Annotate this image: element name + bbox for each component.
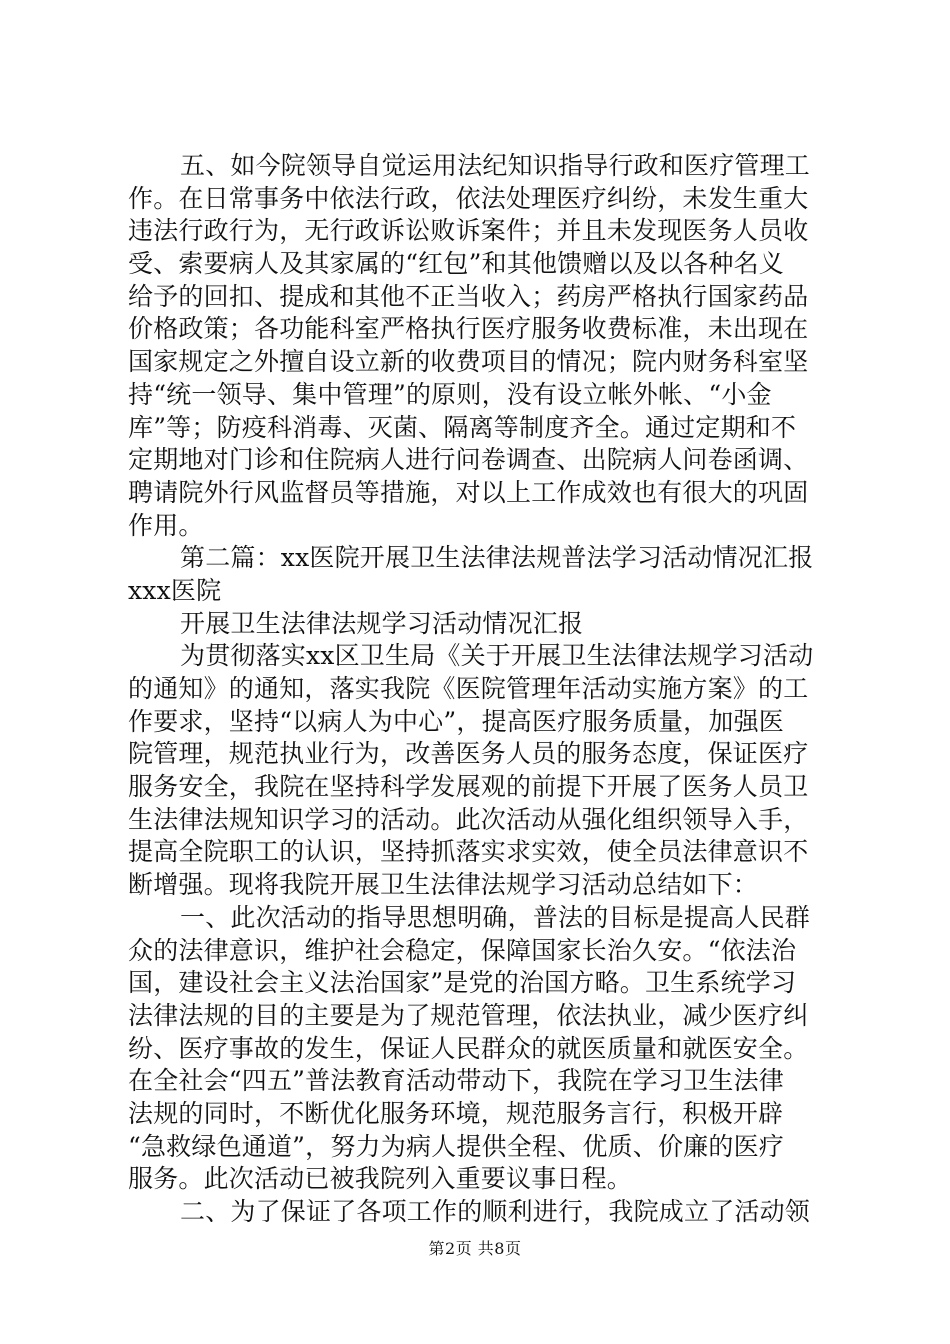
paragraph-line: 断增强。现将我院开展卫生法律法规学习活动总结如下： (128, 870, 759, 900)
paragraph-line: 受、索要病人及其家属的“红包”和其他馈赠以及以各种名义 (128, 249, 784, 279)
paragraph-line: 一、此次活动的指导思想明确，普法的目标是提高人民群 (180, 902, 811, 932)
paragraph-line: 违法行政行为，无行政诉讼败诉案件；并且未发现医务人员收 (128, 216, 809, 246)
paragraph-line: 作。在日常事务中依法行政，依法处理医疗纠纷，未发生重大 (128, 183, 809, 213)
paragraph-line: 给予的回扣、提成和其他不正当收入；药房严格执行国家药品 (128, 281, 809, 311)
paragraph-line: 为贯彻落实xx区卫生局《关于开展卫生法律法规学习活动 (180, 641, 814, 671)
paragraph-line: 五、如今院领导自觉运用法纪知识指导行政和医疗管理工 (180, 151, 811, 180)
paragraph-line: 国家规定之外擅自设立新的收费项目的情况；院内财务科室坚 (128, 347, 809, 377)
report-title: 开展卫生法律法规学习活动情况汇报 (180, 608, 584, 638)
paragraph-line: 持“统一领导、集中管理”的原则，没有设立帐外帐、“小金 (128, 379, 772, 409)
paragraph-line: 聘请院外行风监督员等措施，对以上工作成效也有很大的巩固 (128, 477, 809, 507)
paragraph-line: 二、为了保证了各项工作的顺利进行，我院成立了活动领 (180, 1197, 811, 1226)
paragraph-line: 在全社会“四五”普法教育活动带动下，我院在学习卫生法律 (128, 1066, 784, 1096)
paragraph-line: 众的法律意识，维护社会稳定，保障国家长治久安。“依法治 (128, 935, 797, 965)
paragraph-line: “急救绿色通道”，努力为病人提供全程、优质、价廉的医疗 (128, 1131, 784, 1161)
document-body (128, 150, 838, 1229)
hospital-name: xxx医院 (128, 575, 222, 605)
paragraph-line: 作用。 (128, 510, 204, 540)
paragraph-line: 法规的同时，不断优化服务环境，规范服务言行，积极开辟 (128, 1098, 784, 1128)
section-heading: 第二篇：xx医院开展卫生法律法规普法学习活动情况汇报 (180, 543, 814, 573)
paragraph-line: 价格政策；各功能科室严格执行医疗服务收费标准，未出现在 (128, 314, 809, 344)
paragraph-line: 生法律法规知识学习的活动。此次活动从强化组织领导入手， (128, 804, 809, 834)
paragraph-line: 作要求，坚持“以病人为中心”，提高医疗服务质量，加强医 (128, 706, 784, 736)
paragraph-line: 服务安全，我院在坚持科学发展观的前提下开展了医务人员卫 (128, 772, 809, 802)
paragraph-line: 国，建设社会主义法治国家”是党的治国方略。卫生系统学习 (128, 968, 797, 998)
paragraph-line: 法律法规的目的主要是为了规范管理，依法执业，减少医疗纠 (128, 1000, 809, 1030)
paragraph-line: 服务。此次活动已被我院列入重要议事日程。 (128, 1164, 633, 1194)
paragraph-line: 院管理，规范执业行为，改善医务人员的服务态度，保证医疗 (128, 739, 809, 769)
paragraph-line: 定期地对门诊和住院病人进行问卷调查、出院病人问卷函调、 (128, 445, 809, 475)
paragraph-line: 库”等；防疫科消毒、灭菌、隔离等制度齐全。通过定期和不 (128, 412, 797, 442)
paragraph-line: 纷、医疗事故的发生，保证人民群众的就医质量和就医安全。 (128, 1033, 809, 1063)
page-footer: 第2页 共8页 (428, 1239, 522, 1258)
paragraph-line: 提高全院职工的认识，坚持抓落实求实效，使全员法律意识不 (128, 837, 809, 867)
paragraph-line: 的通知》的通知，落实我院《医院管理年活动实施方案》的工 (128, 674, 809, 703)
